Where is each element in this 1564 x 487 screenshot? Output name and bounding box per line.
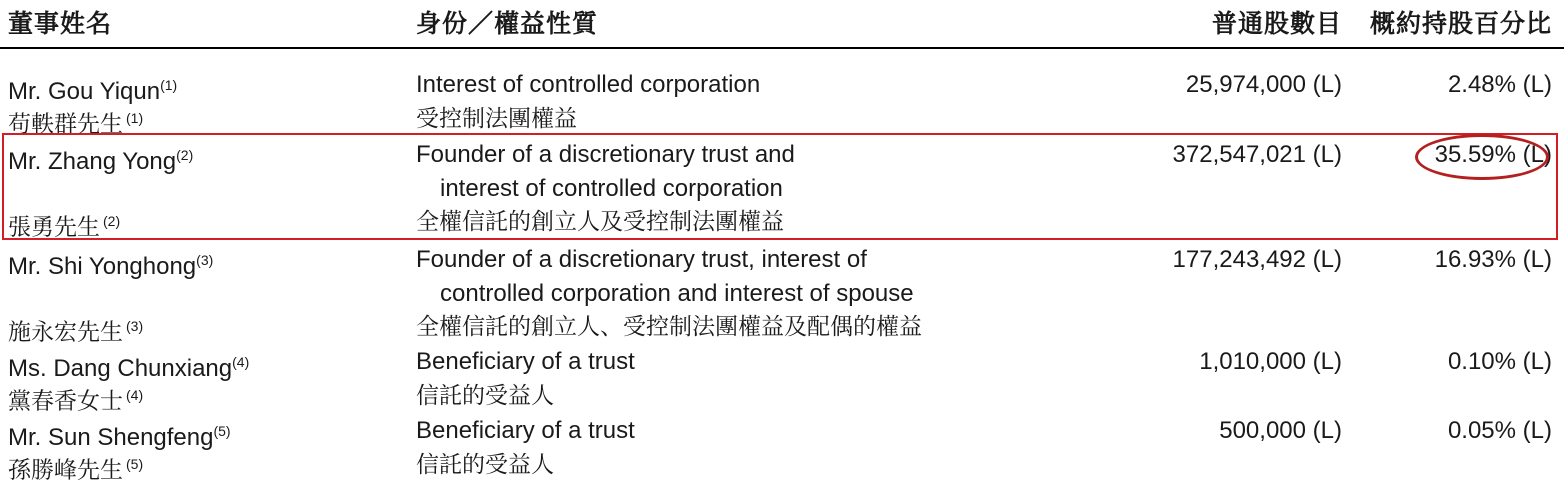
- column-header-percent: 概約持股百分比: [1369, 10, 1552, 38]
- row-percent: 35.59% (L): [1434, 141, 1552, 168]
- table-header: [0, 0, 1564, 50]
- row-capacity-cn: 信託的受益人: [416, 451, 554, 477]
- row-capacity-cn: 全權信託的創立人、受控制法團權益及配偶的權益: [416, 313, 922, 339]
- row-name-en: Ms. Dang Chunxiang$^{(4)}$: [8, 354, 250, 382]
- row-capacity-cn: 信託的受益人: [416, 382, 554, 408]
- column-header-shares: 普通股數目: [1211, 10, 1342, 38]
- row-name-cn: 施永宏先生 $^{(3)}$: [8, 318, 144, 345]
- row-capacity-cn: 受控制法團權益: [416, 105, 577, 131]
- header-divider: [0, 47, 1564, 49]
- row-name-en: Mr. Gou Yiqun$^{(1)}$: [8, 77, 178, 105]
- row-percent: 16.93% (L): [1434, 246, 1552, 273]
- row-shares: 25,974,000 (L): [1185, 71, 1342, 98]
- row-capacity-en-line1: Founder of a discretionary trust, interest of: [416, 246, 867, 273]
- column-header-name: 董事姓名: [8, 10, 113, 38]
- row-percent: 2.48% (L): [1447, 71, 1552, 98]
- row-percent: 0.10% (L): [1447, 348, 1552, 375]
- row-capacity-en-line1: Beneficiary of a trust: [416, 348, 635, 375]
- row-shares: 372,547,021 (L): [1172, 141, 1342, 168]
- row-name-en: Mr. Sun Shengfeng$^{(5)}$: [8, 423, 231, 451]
- row-name-cn: 苟軼群先生 $^{(1)}$: [8, 110, 144, 137]
- row-percent: 0.05% (L): [1447, 417, 1552, 444]
- row-name-en: Mr. Shi Yonghong$^{(3)}$: [8, 252, 214, 280]
- row-capacity-cn: 全權信託的創立人及受控制法團權益: [416, 208, 784, 234]
- row-capacity-en-line2: controlled corporation and interest of spouse: [440, 280, 914, 307]
- row-shares: 500,000 (L): [1219, 417, 1342, 444]
- row-capacity-en-line2: interest of controlled corporation: [440, 175, 783, 202]
- row-name-cn: 孫勝峰先生 $^{(5)}$: [8, 456, 144, 483]
- row-capacity-en-line1: Interest of controlled corporation: [416, 71, 761, 98]
- row-capacity-en-line1: Beneficiary of a trust: [416, 417, 635, 444]
- row-name-cn: 黨春香女士 $^{(4)}$: [8, 387, 144, 414]
- row-shares: 177,243,492 (L): [1172, 246, 1342, 273]
- row-name-en: Mr. Zhang Yong$^{(2)}$: [8, 147, 194, 175]
- row-name-cn: 張勇先生 $^{(2)}$: [8, 213, 121, 240]
- row-capacity-en-line1: Founder of a discretionary trust and: [416, 141, 795, 168]
- column-header-capacity: 身份／權益性質: [416, 10, 599, 38]
- row-shares: 1,010,000 (L): [1199, 348, 1342, 375]
